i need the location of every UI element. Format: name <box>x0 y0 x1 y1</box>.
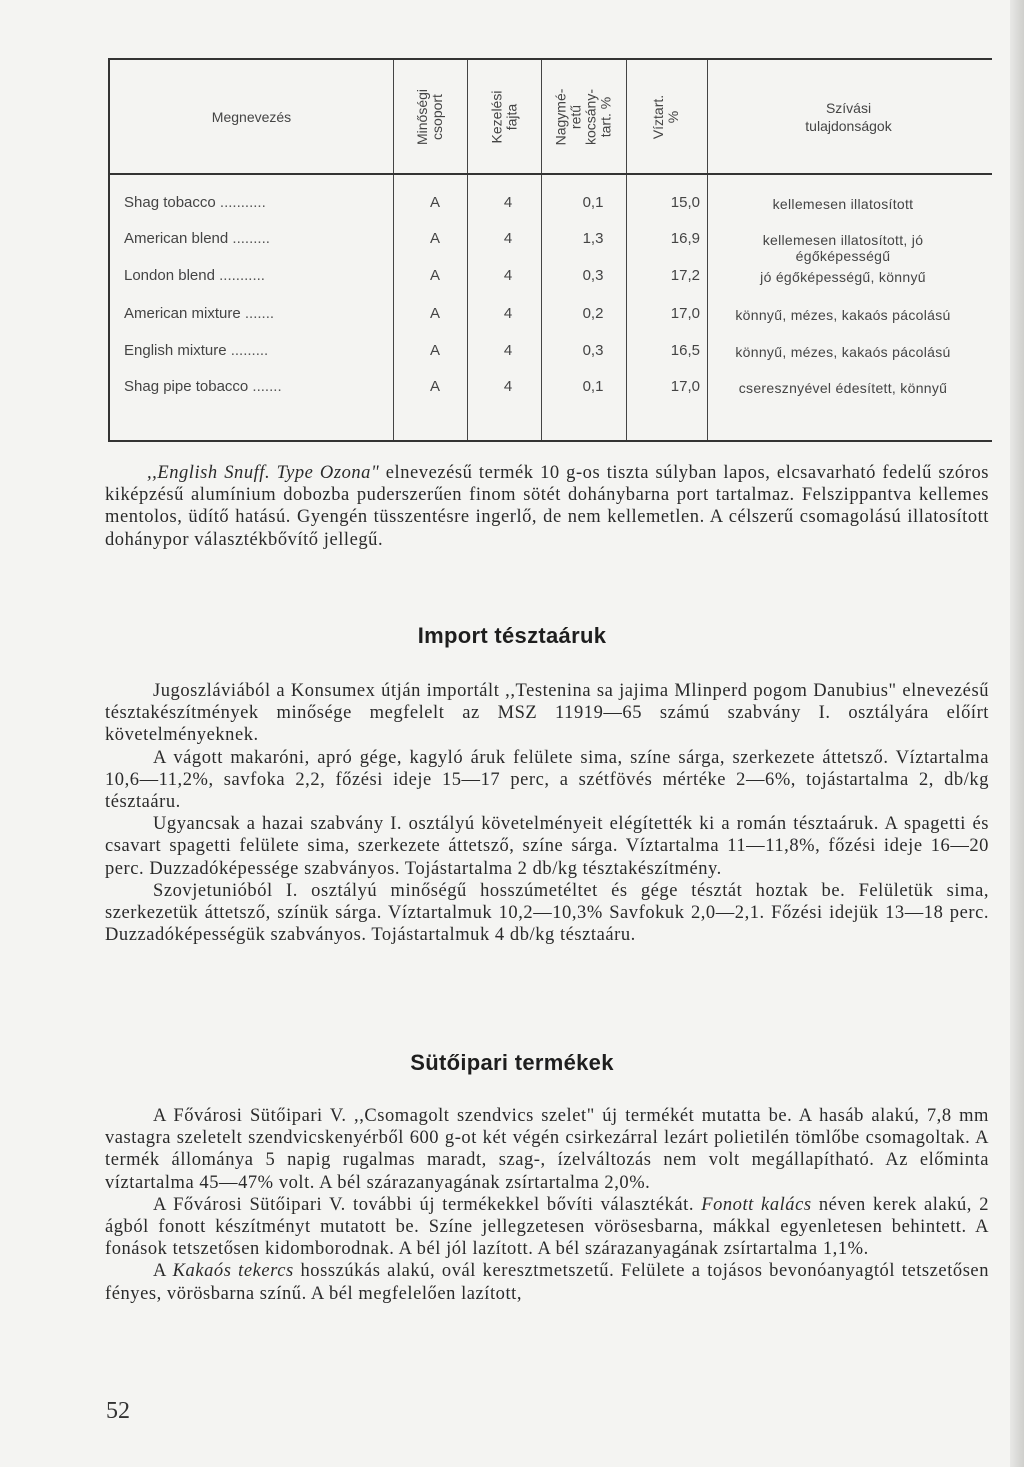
header-properties: Szívási tulajdonságok <box>805 99 892 134</box>
row-category: A <box>429 305 440 322</box>
tobacco-table <box>108 58 992 442</box>
row-name: English mixture ......... <box>124 342 269 359</box>
row-name: Shag pipe tobacco ....... <box>124 378 282 395</box>
paragraph: A Fővárosi Sütőipari V. ,,Csomagolt szendvics szelet" új termékét mutatta be. A hasáb alakú, 7,8 mm vastagra szeletelt szendvicskenyérből 600 g-ot két végén csirkezárral lezárt polietilén tömlőbe csomagoltak. A termék állománya 5 napig rugalmas maradt, szag-, ízelváltozás nem volt megállapítható. Az előminta víztartalma 45—47% volt. A bél szárazanyagának zsírtartalma 2,0%. <box>105 1106 989 1193</box>
row-properties: kellemesen illatosított, jó égőképességű <box>762 232 924 264</box>
row-processing: 4 <box>503 378 513 395</box>
row-leaf: 0,3 <box>582 342 604 359</box>
row-processing: 4 <box>503 305 513 322</box>
paragraph: Szovjetunióból I. osztályú minőségű hosszúmetéltet és gége tésztát hoztak be. Felületük sima, szerkezetük áttetsző, színük sárga. Víztartalmuk 10,2—10,3% Savfokuk 2,0—2,1. Főzési idejük 13—18 perc. Duzzadóképességük szabványos. Tojástartalmuk 4 db/kg tésztaáru. <box>105 880 989 946</box>
table-header-rule <box>110 173 992 175</box>
snuff-text: elnevezésű termék 10 g-os tiszta súlyban lapos, elcsavarható fedelű szóros kiképzésű alumínium dobozba puderszerűen finom sötét dohánybarna port tartalmaz. Felszippantva kellemes mentolos, üdítő hatású. Gyengén tüsszentésre ingerlő, de nem kellemetlen. A célszerű csomagolású illatosított dohánypor választékbővítő jellegű. <box>105 463 989 550</box>
header-water: Víztart. % <box>650 94 682 139</box>
row-properties: könnyű, mézes, kakaós pácolású <box>735 344 951 360</box>
row-properties: kellemesen illatosított <box>772 196 914 212</box>
row-category: A <box>429 267 440 284</box>
section-heading-bakery: Sütőipari termékek <box>410 1050 614 1075</box>
row-category: A <box>429 342 440 359</box>
row-leaf: 0,3 <box>582 267 604 284</box>
row-water: 17,0 <box>670 305 700 322</box>
row-processing: 4 <box>503 194 513 211</box>
row-processing: 4 <box>503 342 513 359</box>
row-leaf: 0,1 <box>582 378 604 395</box>
snuff-paragraph <box>105 462 989 551</box>
header-processing: Kezelési fajta <box>487 90 519 143</box>
row-properties: cseresznyével édesített, könnyű <box>738 380 948 396</box>
row-water: 17,2 <box>670 267 700 284</box>
page-number: 52 <box>106 1398 130 1424</box>
row-name: American blend ......... <box>124 230 270 247</box>
header-leaf-content: Nagymé- retű kocsány- tart. % <box>552 88 614 145</box>
row-name: American mixture ....... <box>124 305 275 322</box>
row-properties: jó égőképességű, könnyű <box>760 269 926 285</box>
row-leaf: 1,3 <box>582 230 604 247</box>
row-category: A <box>429 194 440 211</box>
row-processing: 4 <box>503 267 513 284</box>
row-category: A <box>429 378 440 395</box>
paragraph: Ugyancsak a hazai szabvány I. osztályú követelményeit elégítették ki a román tésztaáruk. A spagetti és csavart spagetti felülete sima, szerkezete áttetsző, színe sárga. Víztartalma 11—11,8%, főzési ideje 16—20 perc. Duzzadóképessége szabványos. Tojástartalma 2 db/kg tésztakészítmény. <box>105 814 989 879</box>
snuff-product-name: ,,English Snuff. Type Ozona" <box>147 463 380 483</box>
header-category: Minőségi csoport <box>414 88 445 145</box>
paragraph: A Fővárosi Sütőipari V. további új termékekkel bővíti választékát. Fonott kalács néven kerek alakú, 2 ágból fonott készítményt mutatott be. Színe jellegzetesen vörösesbarna, mákkal egyenletesen behintett. A fonások tetszetősen kidomborodnak. A bél jól lazított. A bél szárazanyagának zsírtartalma 1,1%. <box>105 1194 989 1260</box>
row-water: 16,9 <box>670 230 700 247</box>
row-properties: könnyű, mézes, kakaós pácolású <box>735 307 951 323</box>
paragraph: Jugoszláviából a Konsumex útján importált ,,Testenina sa jajima Mlinperd pogom Danubius" elnevezésű tésztakészítmények minősége megfelelt az MSZ 11919—65 számú szabvány I. osztályára előírt követelményeknek. <box>105 681 989 746</box>
paragraph: A vágott makaróni, apró gége, kagyló áruk felülete sima, színe sárga, szerkezete áttetsző. Víztartalma 10,6—11,2%, savfoka 2,2, főzési ideje 15—17 perc, a szétfövés mértéke 2—6%, tojástartalma 2, db/kg tésztaáru. <box>105 747 989 813</box>
row-leaf: 0,2 <box>582 305 604 322</box>
row-water: 15,0 <box>670 194 700 211</box>
bakery-section-body <box>105 1105 989 1305</box>
row-name: Shag tobacco ........... <box>124 194 266 211</box>
paragraph: A Kakaós tekercs hosszúkás alakú, ovál keresztmetszetű. Felülete a tojásos bevonóanyagtól tetszetősen fényes, vörösbarna színű. A bél megfelelően lazított, <box>105 1261 989 1304</box>
row-leaf: 0,1 <box>582 194 604 211</box>
row-water: 17,0 <box>670 378 700 395</box>
header-name: Megnevezés <box>211 108 292 125</box>
row-name: London blend ........... <box>124 267 265 284</box>
page-edge <box>1010 0 1024 1467</box>
row-processing: 4 <box>503 230 513 247</box>
row-water: 16,5 <box>670 342 700 359</box>
section-heading-import: Import tésztaáruk <box>417 623 607 648</box>
row-category: A <box>429 230 440 247</box>
import-section-body <box>105 680 989 946</box>
